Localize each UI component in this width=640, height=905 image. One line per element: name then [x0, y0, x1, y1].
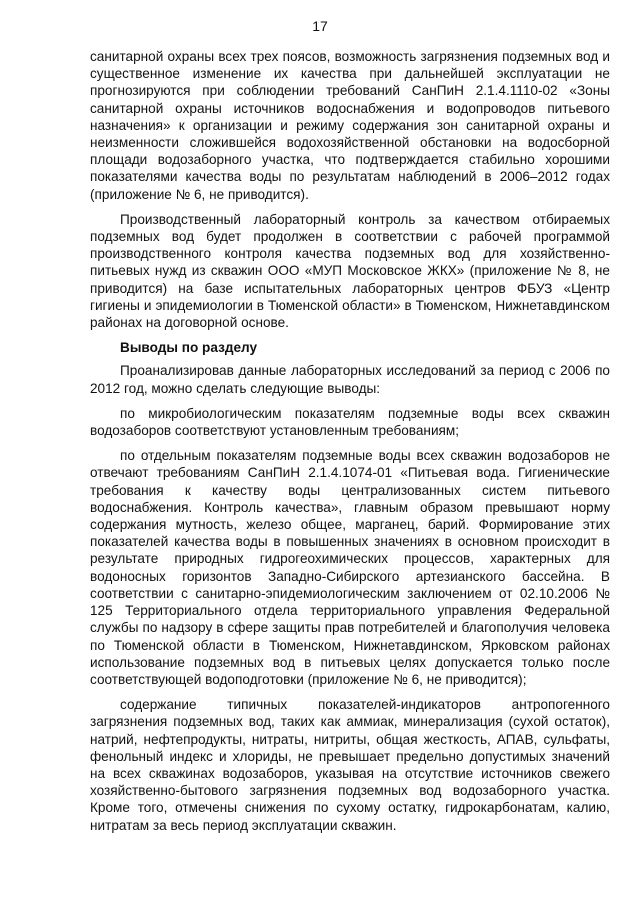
document-body — [90, 48, 610, 834]
section-heading: Выводы по разделу — [120, 340, 258, 356]
page-number: 17 — [312, 18, 328, 34]
paragraph-sanitary-zones: санитарной охраны всех трех поясов, возможность загрязнения подземных вод и существенное изменение их качества при дальнейшей эксплуатации не прогнозируются при соблюдении требований СанПиН 2.1.4.1110-02 «Зоны санитарной охраны источников водоснабжения и водопроводов питьевого назначения» к организации и режиму содержания зон санитарной охраны и неизменности сложившейся водохозяйственной обстановки на водосборной площади водозаборного участка, что подтверждается стабильно хорошими показателями качества воды по результатам наблюдений в 2006–2012 годах (приложение № 6, не приводится). — [90, 49, 610, 202]
paragraph-anthropogenic-indicators: содержание типичных показателей-индикаторов антропогенного загрязнения подземных вод, таких как аммиак, минерализация (сухой остаток), натрий, нефтепродукты, нитраты, нитриты, общая жесткость, АПАВ, сульфаты, фенольный индекс и хлориды, не превышает предельно допустимых значений на всех скважинах водозаборов, указывая на отсутствие источников свежего хозяйственно-бытового загрязнения подземных вод водозаборного участка. Кроме того, отмечены снижения по сухому остатку, гидрокарбонатам, калию, нитратам за весь период эксплуатации скважин. — [90, 697, 610, 833]
paragraph-individual-indicators: по отдельным показателям подземные воды всех скважин водозаборов не отвечают требованиям СанПиН 2.1.4.1074-01 «Питьевая вода. Гигиенические требования к качеству воды централизованных систем питьевого водоснабжения. Контроль качества», главным образом превышают норму содержания мутность, железо общее, марганец, барий. Формирование этих показателей качества воды в повышенных значениях в основном происходит в результате природных гидрогеохимических процессов, характерных для водоносных горизонтов Западно-Сибирского артезианского бассейна. В соответствии с санитарно-эпидемиологическим заключением от 02.10.2006 № 125 Территориального отдела территориального управления Федеральной службы по надзору в сфере защиты прав потребителей и благополучия человека по Тюменской области в Тюменском, Нижнетавдинском, Ярковском районах использование подземных вод в питьевых целях допускается только после соответствующей водоподготовки (приложение № 6, не приводится); — [90, 448, 610, 687]
paragraph-conclusions-intro: Проанализировав данные лабораторных исследований за период с 2006 по 2012 год, можно сделать следующие выводы: — [90, 363, 610, 396]
paragraph-microbiology: по микробиологическим показателям подземные воды всех скважин водозаборов соответствуют установленным требованиям; — [90, 405, 610, 439]
paragraph-lab-control: Производственный лабораторный контроль за качеством отбираемых подземных вод будет продолжен в соответствии с рабочей программой производственного контроля качества подземных вод для хозяйственно-питьевых нужд из скважин ООО «МУП Московское ЖКХ» (приложение № 8, не приводится) на базе испытательных лабораторных центров ФБУЗ «Центр гигиены и эпидемиологии в Тюменской области» в Тюменском, Нижнетавдинском районах на договорной основе. — [90, 211, 610, 331]
